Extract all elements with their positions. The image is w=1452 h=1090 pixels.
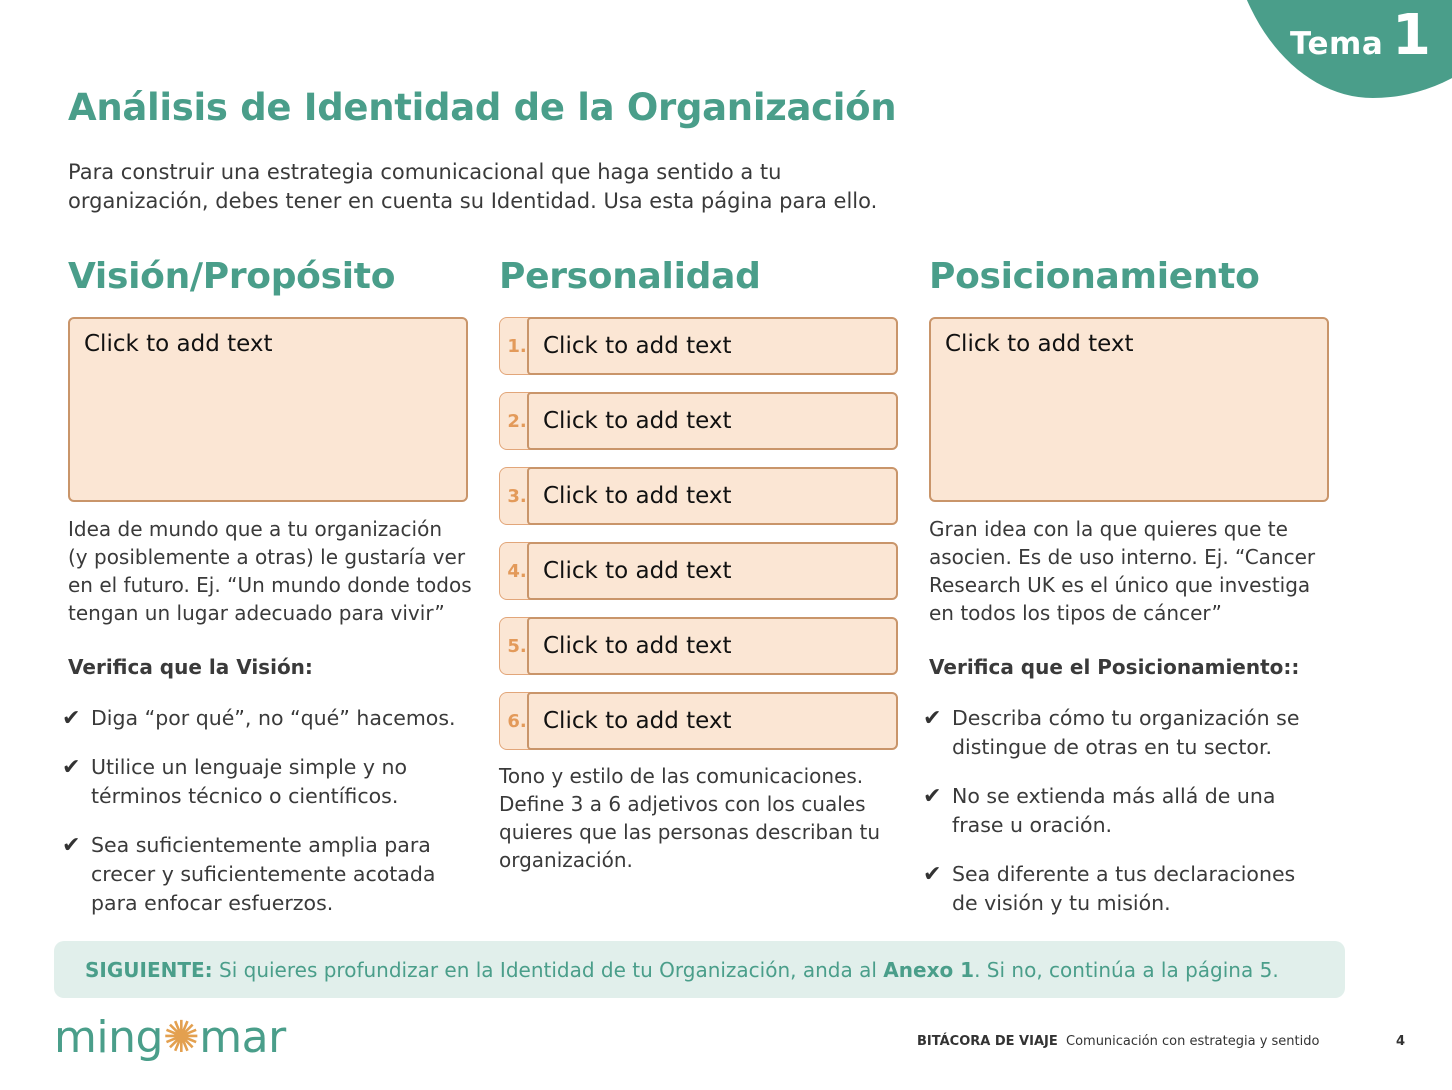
posicionamiento-description: Gran idea con la que quieres que te asocien. Es de uso interno. Ej. “Cancer Research UK es el único que investiga en todos los tipos de cáncer” (929, 517, 1316, 625)
personalidad-title: Personalidad (499, 256, 761, 297)
vision-description: Idea de mundo que a tu organización (y posiblemente a otras) le gustaría ver en el futuro. Ej. “Un mundo donde todos tengan un lugar adecuado para vivir” (68, 517, 472, 625)
personalidad-description: Tono y estilo de las comunicaciones. Define 3 a 6 adjetivos con los cuales quieres que las personas describan tu organización. (499, 764, 881, 872)
next-text: Si quieres profundizar en la Identidad de tu Organización, anda al (219, 957, 877, 982)
personalidad-item-1 (499, 317, 899, 375)
list-item: ✔ Utilice un lenguaje simple y no términos técnico o científicos. (62, 755, 408, 808)
posicionamiento-verify-title: Verifica que el Posicionamiento:: (929, 655, 1300, 679)
item-number: 1. (499, 317, 531, 375)
posicionamiento-text-box[interactable]: Click to add text (929, 317, 1329, 502)
check-icon: ✔ (62, 706, 81, 731)
item-number: 2. (499, 392, 531, 450)
item-number: 3. (499, 467, 531, 525)
annex-link[interactable]: Anexo 1 (883, 957, 975, 982)
personalidad-text-box[interactable]: Click to add text (527, 317, 898, 375)
mingamar-logo: ming✺mar (54, 1012, 286, 1063)
tema-number: 1 (1392, 3, 1431, 68)
page-title: Análisis de Identidad de la Organización (68, 86, 897, 129)
next-label: SIGUIENTE: (85, 957, 213, 982)
tema-label: Tema (1290, 26, 1384, 62)
sun-icon: ✺ (162, 1012, 200, 1063)
page-number: 4 (1396, 1034, 1406, 1049)
item-number: 5. (499, 617, 531, 675)
check-icon: ✔ (923, 706, 942, 731)
vision-text-box[interactable]: Click to add text (68, 317, 468, 502)
personalidad-item-5 (499, 617, 899, 675)
list-item: ✔ Sea suficientemente amplia para crecer y suficientemente acotada para enfocar esfuerzos. (62, 833, 436, 915)
list-item: ✔ No se extienda más allá de una frase u oración. (923, 784, 1276, 837)
footer-caption: BITÁCORA DE VIAJE Comunicación con estrategia y sentido (917, 1034, 1320, 1049)
personalidad-text-box[interactable]: Click to add text (527, 392, 898, 450)
vision-title: Visión/Propósito (68, 256, 396, 297)
intro-paragraph: Para construir una estrategia comunicacional que haga sentido a tu organización, debes tener en cuenta su Identidad. Usa esta página para ello. (68, 160, 878, 213)
next-step-banner (54, 941, 1345, 998)
check-icon: ✔ (62, 833, 81, 858)
posicionamiento-title: Posicionamiento (929, 256, 1260, 297)
vision-checklist (62, 704, 482, 938)
item-number: 6. (499, 692, 531, 750)
check-icon: ✔ (923, 862, 942, 887)
next-text-end: . Si no, continúa a la página 5. (974, 957, 1279, 982)
check-icon: ✔ (923, 784, 942, 809)
personalidad-text-box[interactable]: Click to add text (527, 542, 898, 600)
personalidad-item-2 (499, 392, 899, 450)
item-number: 4. (499, 542, 531, 600)
personalidad-text-box[interactable]: Click to add text (527, 692, 898, 750)
posicionamiento-checklist (923, 704, 1343, 938)
personalidad-item-4 (499, 542, 899, 600)
personalidad-text-box[interactable]: Click to add text (527, 467, 898, 525)
vision-verify-title: Verifica que la Visión: (68, 655, 313, 679)
list-item: ✔ Sea diferente a tus declaraciones de visión y tu misión. (923, 862, 1296, 915)
personalidad-item-6 (499, 692, 899, 750)
personalidad-item-3 (499, 467, 899, 525)
personalidad-text-box[interactable]: Click to add text (527, 617, 898, 675)
check-icon: ✔ (62, 755, 81, 780)
list-item: ✔ Describa cómo tu organización se distingue de otras en tu sector. (923, 706, 1300, 759)
list-item: ✔ Diga “por qué”, no “qué” hacemos. (62, 706, 456, 731)
